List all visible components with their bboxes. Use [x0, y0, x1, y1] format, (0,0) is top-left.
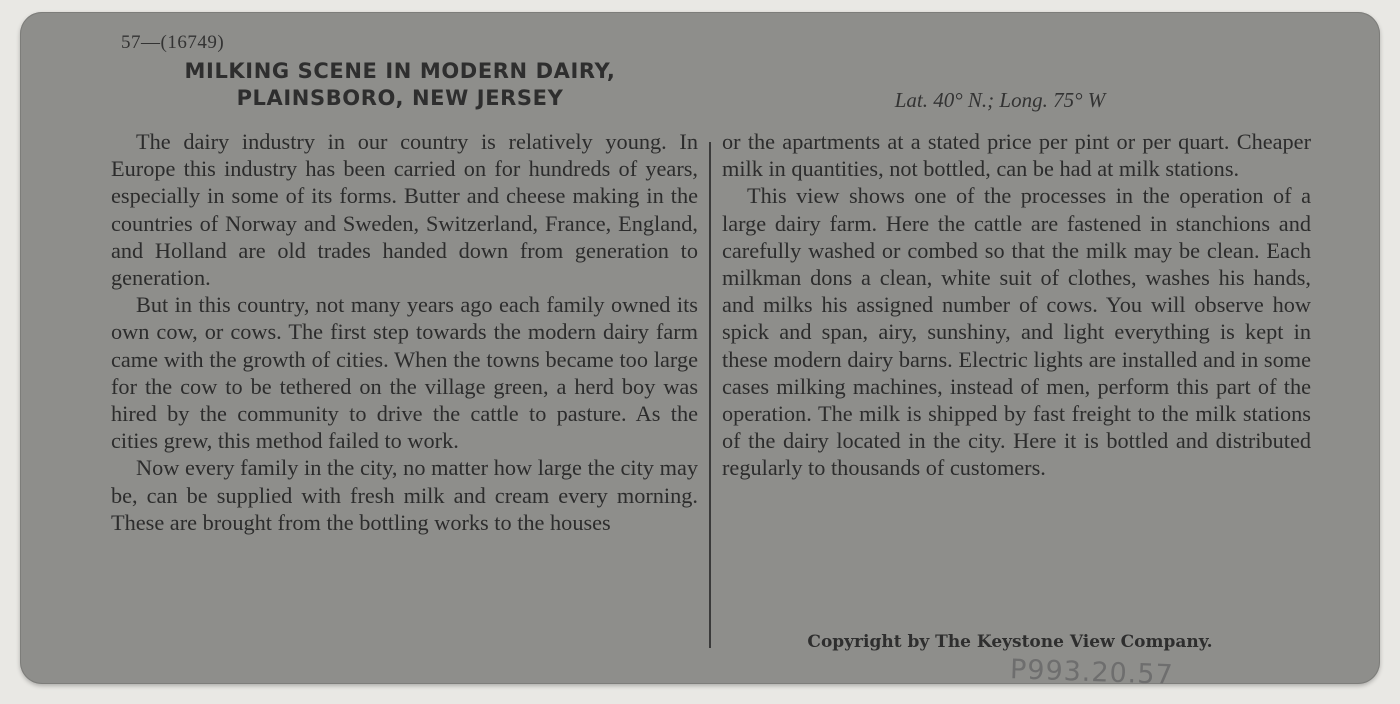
- paragraph: This view shows one of the processes in the operation of a large dairy farm. Here the cattle are fastened in stanchions and carefully washed or combed so that the milk may be clean. Each milkman dons a clean, white suit of clothes, washes his hands, and milks his assigned number of cows. You will observe how spick and span, airy, sunshiny, and light everything is kept in these modern dairy barns. Electric lights are installed and in some cases milking machines, instead of men, perform this part of the operation. The milk is shipped by fast freight to the milk stations of the dairy located in the city. Here it is bottled and distributed regularly to thousands of customers.: [722, 183, 1311, 481]
- paragraph: Now every family in the city, no matter how large the city may be, can be supplied with fresh milk and cream every morning. These are brought from the bottling works to the houses: [111, 455, 698, 535]
- title-line-2: PLAINSBORO, NEW JERSEY: [236, 86, 564, 110]
- column-divider: [709, 142, 711, 648]
- title-line-1: MILKING SCENE IN MODERN DAIRY,: [184, 59, 616, 83]
- right-text-column: [722, 128, 1311, 482]
- coordinates: Lat. 40° N.; Long. 75° W: [894, 88, 1106, 112]
- stereoview-card-back: [20, 12, 1380, 691]
- paragraph: But in this country, not many years ago each family owned its own cow, or cows. The first step towards the modern dairy farm came with the growth of cities. When the towns became too large for the cow to be tethered on the village green, a herd boy was hired by the community to drive the cattle to pasture. As the cities grew, this method failed to work.: [111, 292, 698, 454]
- handwritten-accession-number: P993.20.57: [1009, 654, 1175, 691]
- catalog-number: 57—(16749): [121, 32, 225, 53]
- left-text-column: [111, 128, 698, 536]
- paragraph: The dairy industry in our country is relatively young. In Europe this industry has been carried on for hundreds of years, especially in some of its forms. Butter and cheese making in the countries of Norway and Sweden, Switzerland, France, England, and Holland are old trades handed down from generation to generation.: [111, 129, 698, 291]
- card-title: [100, 58, 700, 112]
- paragraph: or the apartments at a stated price per pint or per quart. Cheaper milk in quantities, not bottled, can be had at milk stations.: [722, 129, 1311, 182]
- copyright-line: Copyright by The Keystone View Company.: [807, 632, 1213, 652]
